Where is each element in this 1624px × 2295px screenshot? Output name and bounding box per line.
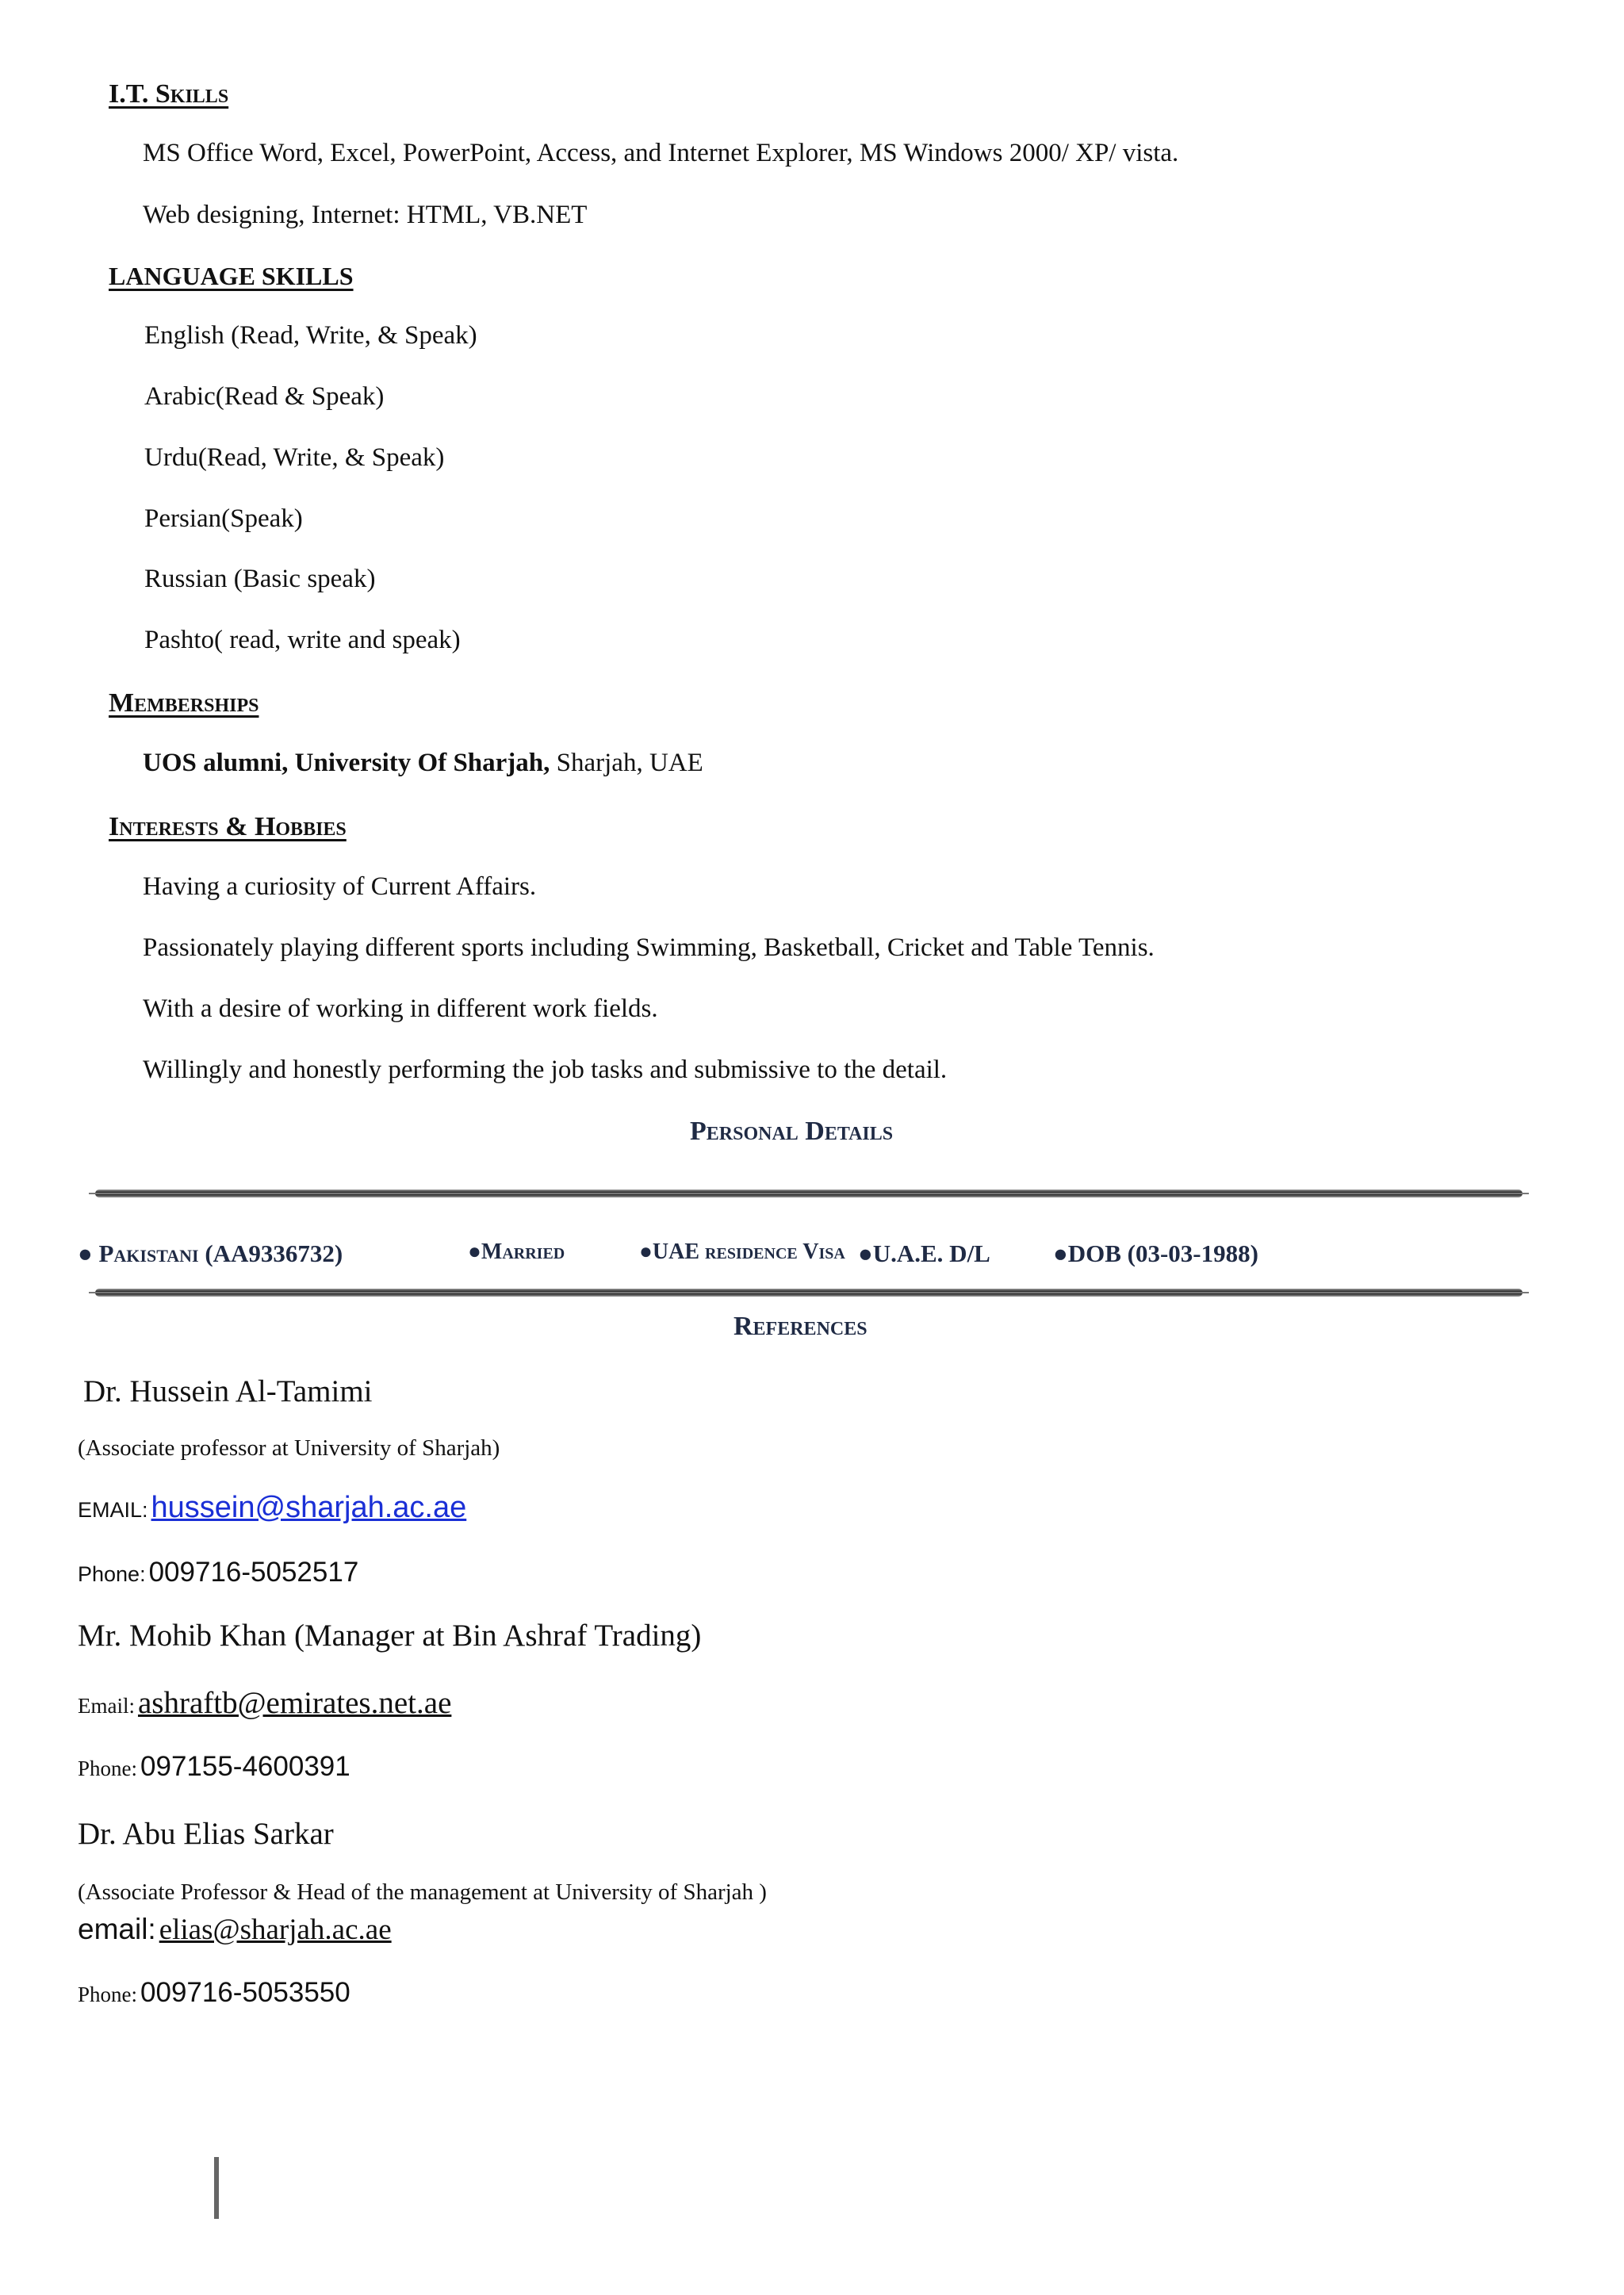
personal-details-heading: Personal Details [690,1117,894,1146]
personal-license: ●U.A.E. D/L [858,1239,990,1267]
ref1-email-row [78,1491,466,1525]
language-item: Urdu(Read, Write, & Speak) [144,443,445,472]
ref3-name: Dr. Abu Elias Sarkar [78,1817,334,1851]
ref3-email-label: email: [78,1913,156,1945]
ref2-phone-label: Phone: [78,1757,138,1780]
ref1-phone-label: Phone: [78,1562,146,1586]
interest-item: With a desire of working in different work fields. [143,994,658,1023]
it-skills-line-2: Web designing, Internet: HTML, VB.NET [143,201,588,229]
ref2-phone: 097155-4600391 [140,1751,350,1782]
memberships-heading: Memberships [109,688,259,718]
divider-bottom [95,1289,1522,1297]
interest-item: Having a curiosity of Current Affairs. [143,872,537,901]
ref2-email-link[interactable]: ashraftb@emirates.net.ae [137,1686,452,1720]
it-skills-line-1: MS Office Word, Excel, PowerPoint, Access, and Internet Explorer, MS Windows 2000/ XP/ vista. [143,139,1179,167]
ref1-email-link[interactable]: hussein@sharjah.ac.ae [151,1491,467,1524]
language-item: English (Read, Write, & Speak) [144,321,477,350]
ref3-email-link[interactable]: elias@sharjah.ac.ae [159,1914,392,1946]
ref2-name: Mr. Mohib Khan (Manager at Bin Ashraf Trading) [78,1619,702,1653]
text-cursor-bar [214,2157,219,2219]
language-item: Pashto( read, write and speak) [144,626,461,654]
ref3-phone: 009716-5053550 [140,1977,350,2008]
ref1-name: Dr. Hussein Al-Tamimi [83,1374,373,1408]
ref1-phone: 009716-5052517 [148,1557,359,1588]
it-skills-heading: I.T. Skills [109,79,229,109]
personal-nationality: ● Pakistani (AA9336732) [78,1239,343,1267]
personal-visa: ●UAE residence Visa [639,1239,845,1264]
ref2-email-label: Email: [78,1694,135,1718]
personal-marital-status: ●Married [468,1239,565,1264]
references-heading: References [733,1312,868,1341]
language-item: Arabic(Read & Speak) [144,382,385,411]
ref3-title: (Associate Professor & Head of the management at University of Sharjah ) [78,1879,767,1905]
ref3-phone-row [78,1977,350,2009]
membership-line [143,749,703,778]
interest-item: Willingly and honestly performing the job tasks and submissive to the detail. [143,1056,948,1084]
language-skills-heading: LANGUAGE SKILLS [109,262,354,290]
interests-heading: Interests & Hobbies [109,812,347,841]
ref1-title: (Associate professor at University of Sharjah) [78,1435,500,1461]
ref2-email-row [78,1685,451,1721]
language-item: Russian (Basic speak) [144,565,376,593]
divider-top [95,1190,1522,1197]
interest-item: Passionately playing different sports including Swimming, Basketball, Cricket and Table Tennis. [143,933,1155,962]
language-item: Persian(Speak) [144,504,303,533]
ref2-phone-row [78,1751,350,1783]
ref1-email-label: EMAIL: [78,1498,148,1522]
membership-org: UOS alumni, University Of Sharjah, [143,749,550,777]
ref3-phone-label: Phone: [78,1983,138,2006]
ref1-phone-row [78,1557,358,1588]
personal-dob: ●DOB (03-03-1988) [1053,1239,1258,1267]
ref3-email-row [78,1913,392,1947]
membership-location: Sharjah, UAE [550,749,703,777]
